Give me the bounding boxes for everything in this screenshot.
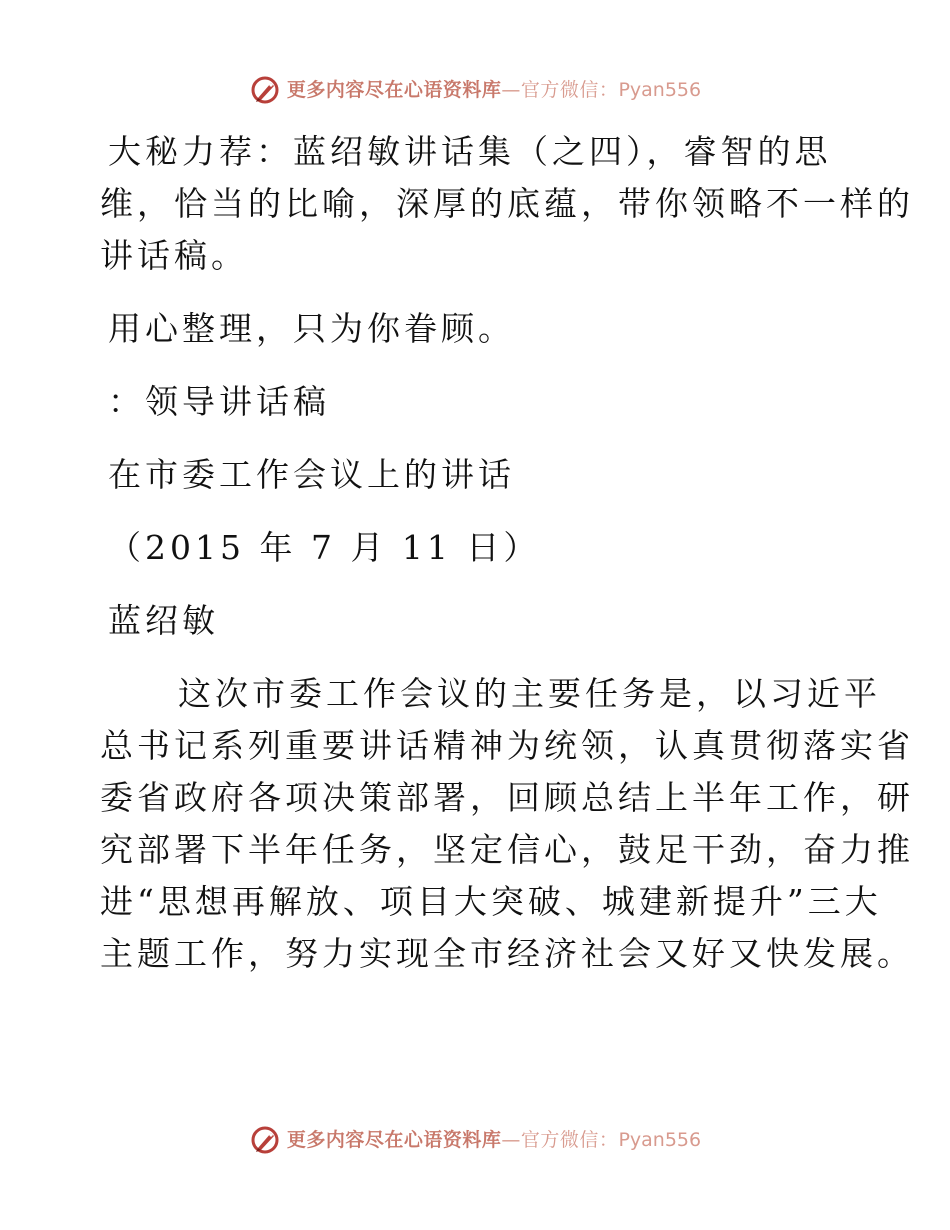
dedication-line: 用心整理，只为你眷顾。 [108,309,515,348]
pen-logo-icon [249,74,281,106]
intro-line: 讲话稿。 [100,236,248,275]
watermark-main: 更多内容尽在心语资料库 [286,1129,502,1151]
intro-line: 大秘力荐：蓝绍敏讲话集（之四），睿智的思 [108,132,832,171]
body-line: 进“思想再解放、项目大突破、城建新提升”三大 [100,882,882,921]
speech-date: （2015 年 7 月 11 日） [108,528,541,567]
document-body [100,126,914,980]
watermark-text [287,72,701,108]
intro-line: 维，恰当的比喻，深厚的底蕴，带你领略不一样的 [100,184,914,223]
watermark-dash: — [501,1129,521,1151]
body-line: 究部署下半年任务，坚定信心，鼓足干劲，奋力推 [100,830,914,869]
watermark-text [287,1122,701,1158]
speech-title: 在市委工作会议上的讲话 [108,455,515,494]
body-line: 委省政府各项决策部署，回顾总结上半年工作，研 [100,778,914,817]
watermark-dash: — [501,79,521,101]
body-line: 总书记系列重要讲话精神为统领，认真贯彻落实省 [100,726,914,765]
body-line: 主题工作，努力实现全市经济社会又好又快发展。 [100,934,914,973]
watermark-sub: 官方微信： [520,1129,619,1151]
watermark-main: 更多内容尽在心语资料库 [286,79,502,101]
category-line: ：领导讲话稿 [108,382,330,421]
watermark-wechat-id: Pyan556 [618,79,702,101]
watermark-wechat-id: Pyan556 [618,1129,702,1151]
watermark-sub: 官方微信： [520,79,619,101]
footer-watermark [0,1122,950,1158]
speech-author: 蓝绍敏 [108,601,219,640]
body-line: 这次市委工作会议的主要任务是，以习近平 [178,674,881,713]
pen-logo-icon [249,1124,281,1156]
header-watermark [0,72,950,108]
